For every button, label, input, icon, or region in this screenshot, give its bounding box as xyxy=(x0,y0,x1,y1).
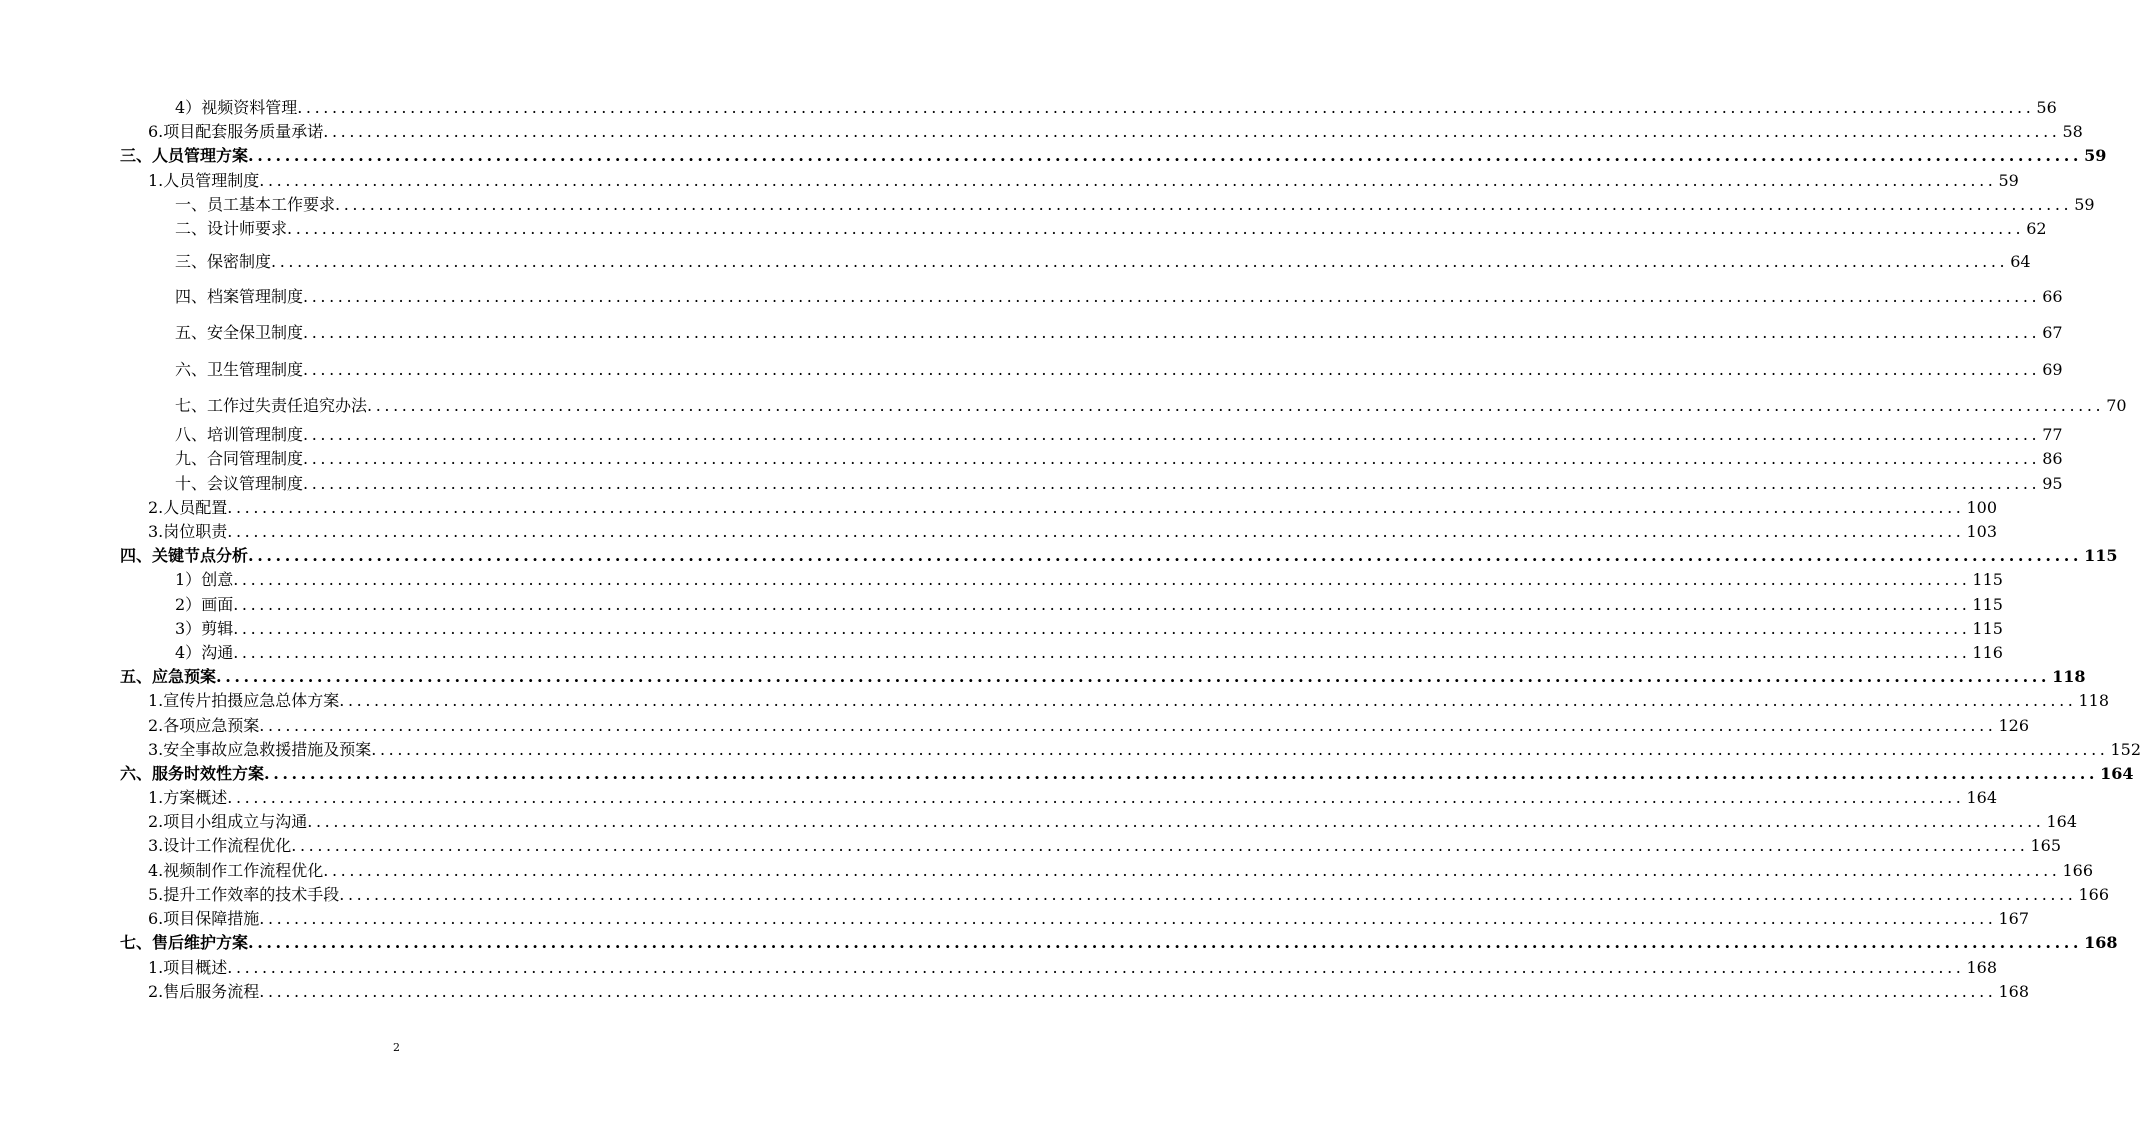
toc-dot-leader: ........................................................................................................................................................................................................ xyxy=(227,958,1965,977)
toc-page-number: 58 xyxy=(2062,122,2083,141)
toc-entry-number: 1. xyxy=(148,788,164,807)
toc-entry-title: 创意 xyxy=(201,570,234,589)
toc-dot-leader: ........................................................................................................................................................................................................ xyxy=(259,716,1997,735)
toc-entry-number: 三、 xyxy=(120,146,153,165)
toc-dot-leader: ........................................................................................................................................................................................................ xyxy=(259,982,1997,1001)
toc-dot-leader: ........................................................................................................................................................................................................ xyxy=(303,449,2041,468)
toc-entry-title: 安全事故应急救援措施及预案 xyxy=(163,740,372,759)
toc-page-number: 77 xyxy=(2042,425,2063,444)
toc-dot-leader: ........................................................................................................................................................................................................ xyxy=(307,812,2045,831)
toc-entry[interactable] xyxy=(148,980,2030,1004)
toc-entry-number: 4. xyxy=(148,861,164,880)
toc-entry-title: 八、培训管理制度 xyxy=(175,425,304,444)
toc-dot-leader: ........................................................................................................................................................................................................ xyxy=(259,909,1997,928)
toc-entry-title: 人员管理方案 xyxy=(152,146,249,165)
toc-section-heading[interactable] xyxy=(120,665,2086,689)
toc-entry-title: 七、工作过失责任追究办法 xyxy=(175,396,368,415)
toc-dot-leader: ........................................................................................................................................................................................................ xyxy=(248,933,2083,952)
toc-page-number: 67 xyxy=(2042,323,2063,342)
toc-entry-title: 提升工作效率的技术手段 xyxy=(163,885,340,904)
toc-page-number: 167 xyxy=(1998,909,2030,928)
toc-entry-title: 宣传片拍摄应急总体方案 xyxy=(163,691,340,710)
toc-entry-number: 1. xyxy=(148,958,164,977)
toc-page-number: 64 xyxy=(2010,252,2031,271)
toc-entry-title: 项目小组成立与沟通 xyxy=(163,812,308,831)
toc-dot-leader: ........................................................................................................................................................................................................ xyxy=(339,885,2077,904)
toc-entry-title: 应急预案 xyxy=(152,667,217,686)
toc-dot-leader: ........................................................................................................................................................................................................ xyxy=(371,740,2109,759)
toc-entry-title: 画面 xyxy=(201,595,234,614)
toc-entry-title: 关键节点分析 xyxy=(152,546,249,565)
toc-entry-number: 6. xyxy=(148,909,164,928)
toc-dot-leader: ........................................................................................................................................................................................................ xyxy=(335,195,2073,214)
toc-entry-number: 1. xyxy=(148,691,164,710)
toc-entry[interactable] xyxy=(175,96,2057,120)
toc-entry-title: 服务时效性方案 xyxy=(152,764,265,783)
toc-entry[interactable] xyxy=(175,568,2003,592)
toc-dot-leader: ........................................................................................................................................................................................................ xyxy=(297,98,2035,117)
toc-entry[interactable] xyxy=(175,617,2003,641)
toc-page-number: 166 xyxy=(2062,861,2094,880)
toc-dot-leader: ........................................................................................................................................................................................................ xyxy=(264,764,2099,783)
toc-dot-leader: ........................................................................................................................................................................................................ xyxy=(303,287,2041,306)
toc-entry-number: 2. xyxy=(148,716,164,735)
toc-entry-title: 售后服务流程 xyxy=(163,982,260,1001)
toc-page-number: 103 xyxy=(1966,522,1998,541)
toc-entry-number: 2） xyxy=(175,595,202,614)
toc-entry-title: 剪辑 xyxy=(201,619,234,638)
toc-entry[interactable] xyxy=(148,714,2030,738)
toc-page-number: 69 xyxy=(2042,360,2063,379)
toc-entry-number: 2. xyxy=(148,812,164,831)
toc-entry-number: 七、 xyxy=(120,933,153,952)
toc-page-number: 59 xyxy=(2084,146,2107,165)
toc-section-heading[interactable] xyxy=(120,931,2118,955)
toc-page-number: 115 xyxy=(1972,595,2003,614)
toc-entry-title: 九、合同管理制度 xyxy=(175,449,304,468)
toc-entry-title: 沟通 xyxy=(201,643,234,662)
toc-page-number: 168 xyxy=(1966,958,1998,977)
toc-entry[interactable] xyxy=(175,447,2063,471)
toc-entry[interactable] xyxy=(175,193,2095,217)
toc-page-number: 164 xyxy=(2100,764,2134,783)
toc-entry-title: 设计工作流程优化 xyxy=(163,836,292,855)
toc-entry-title: 五、安全保卫制度 xyxy=(175,323,304,342)
toc-entry[interactable] xyxy=(148,956,1998,980)
toc-entry-number: 2. xyxy=(148,982,164,1001)
toc-page-number: 116 xyxy=(1972,643,2003,662)
toc-entry-title: 六、卫生管理制度 xyxy=(175,360,304,379)
toc-entry-number: 六、 xyxy=(120,764,153,783)
toc-entry[interactable] xyxy=(148,883,2110,907)
toc-page-number: 166 xyxy=(2078,885,2110,904)
toc-entry-title: 人员管理制度 xyxy=(163,171,260,190)
toc-page-number: 100 xyxy=(1966,498,1998,517)
toc-entry-number: 四、 xyxy=(120,546,153,565)
toc-entry-title: 四、档案管理制度 xyxy=(175,287,304,306)
toc-page-number: 165 xyxy=(2030,836,2062,855)
toc-entry[interactable] xyxy=(175,593,2003,617)
toc-entry[interactable] xyxy=(148,907,2030,931)
toc-dot-leader: ........................................................................................................................................................................................................ xyxy=(323,122,2061,141)
toc-dot-leader: ........................................................................................................................................................................................................ xyxy=(233,619,1971,638)
toc-entry-number: 5. xyxy=(148,885,164,904)
toc-entry[interactable] xyxy=(175,321,2063,345)
toc-entry-title: 十、会议管理制度 xyxy=(175,474,304,493)
toc-entry[interactable] xyxy=(148,834,2062,858)
toc-dot-leader: ........................................................................................................................................................................................................ xyxy=(233,643,1971,662)
toc-dot-leader: ........................................................................................................................................................................................................ xyxy=(291,836,2029,855)
toc-dot-leader: ........................................................................................................................................................................................................ xyxy=(248,146,2083,165)
toc-entry-number: 1） xyxy=(175,570,202,589)
toc-dot-leader: ........................................................................................................................................................................................................ xyxy=(287,219,2025,238)
toc-entry[interactable] xyxy=(175,641,2003,665)
toc-entry-number: 2. xyxy=(148,498,164,517)
toc-page-number: 115 xyxy=(1972,619,2003,638)
toc-section-heading[interactable] xyxy=(120,544,2118,568)
toc-entry[interactable] xyxy=(175,250,2031,274)
toc-entry[interactable] xyxy=(148,169,2019,193)
toc-page-number: 118 xyxy=(2078,691,2110,710)
toc-entry-number: 3. xyxy=(148,522,164,541)
toc-dot-leader: ........................................................................................................................................................................................................ xyxy=(227,522,1965,541)
toc-entry-title: 三、保密制度 xyxy=(175,252,272,271)
toc-dot-leader: ........................................................................................................................................................................................................ xyxy=(227,498,1965,517)
toc-entry-title: 一、员工基本工作要求 xyxy=(175,195,336,214)
toc-entry[interactable] xyxy=(148,689,2110,713)
toc-page-number: 86 xyxy=(2042,449,2063,468)
toc-dot-leader: ........................................................................................................................................................................................................ xyxy=(259,171,1997,190)
toc-dot-leader: ........................................................................................................................................................................................................ xyxy=(227,788,1965,807)
toc-entry-title: 方案概述 xyxy=(163,788,228,807)
page-number: 2 xyxy=(393,1041,400,1054)
toc-dot-leader: ........................................................................................................................................................................................................ xyxy=(303,474,2041,493)
toc-entry-title: 项目概述 xyxy=(163,958,228,977)
toc-dot-leader: ........................................................................................................................................................................................................ xyxy=(216,667,2051,686)
toc-entry-number: 3. xyxy=(148,836,164,855)
toc-entry-number: 4） xyxy=(175,643,202,662)
toc-entry[interactable] xyxy=(175,472,2063,496)
toc-entry-number: 3） xyxy=(175,619,202,638)
toc-section-heading[interactable] xyxy=(120,144,2107,168)
toc-entry-number: 6. xyxy=(148,122,164,141)
toc-entry[interactable] xyxy=(175,423,2063,447)
toc-entry[interactable] xyxy=(148,786,1998,810)
toc-entry-number: 4） xyxy=(175,98,202,117)
toc-dot-leader: ........................................................................................................................................................................................................ xyxy=(303,360,2041,379)
toc-dot-leader: ........................................................................................................................................................................................................ xyxy=(248,546,2083,565)
toc-entry[interactable] xyxy=(175,217,2047,241)
toc-page-number: 59 xyxy=(2074,195,2095,214)
toc-entry-number: 五、 xyxy=(120,667,153,686)
toc-entry-number: 1. xyxy=(148,171,164,190)
toc-entry[interactable] xyxy=(148,738,2141,762)
toc-entry-title: 项目保障措施 xyxy=(163,909,260,928)
toc-page-number: 164 xyxy=(2046,812,2078,831)
toc-page-number: 62 xyxy=(2026,219,2047,238)
toc-dot-leader: ........................................................................................................................................................................................................ xyxy=(303,425,2041,444)
toc-entry-title: 各项应急预案 xyxy=(163,716,260,735)
toc-entry-title: 视频制作工作流程优化 xyxy=(163,861,324,880)
toc-entry-title: 二、设计师要求 xyxy=(175,219,288,238)
toc-page-number: 95 xyxy=(2042,474,2063,493)
toc-entry[interactable] xyxy=(175,285,2063,309)
toc-page-number: 152 xyxy=(2110,740,2141,759)
toc-dot-leader: ........................................................................................................................................................................................................ xyxy=(233,570,1971,589)
toc-entry[interactable] xyxy=(175,394,2127,418)
toc-page-number: 168 xyxy=(2084,933,2118,952)
toc-page-number: 115 xyxy=(2084,546,2118,565)
toc-entry[interactable] xyxy=(148,520,1998,544)
toc-page-number: 59 xyxy=(1998,171,2019,190)
toc-page-number: 118 xyxy=(2052,667,2086,686)
toc-entry-title: 售后维护方案 xyxy=(152,933,249,952)
toc-entry[interactable] xyxy=(175,358,2063,382)
toc-dot-leader: ........................................................................................................................................................................................................ xyxy=(323,861,2061,880)
toc-dot-leader: ........................................................................................................................................................................................................ xyxy=(339,691,2077,710)
toc-entry[interactable] xyxy=(148,496,1998,520)
toc-entry[interactable] xyxy=(148,120,2083,144)
toc-page-number: 70 xyxy=(2106,396,2127,415)
toc-page-number: 66 xyxy=(2042,287,2063,306)
toc-entry[interactable] xyxy=(148,859,2094,883)
toc-dot-leader: ........................................................................................................................................................................................................ xyxy=(233,595,1971,614)
toc-entry-number: 3. xyxy=(148,740,164,759)
toc-dot-leader: ........................................................................................................................................................................................................ xyxy=(303,323,2041,342)
toc-dot-leader: ........................................................................................................................................................................................................ xyxy=(271,252,2009,271)
toc-entry-title: 人员配置 xyxy=(163,498,228,517)
toc-entry[interactable] xyxy=(148,810,2078,834)
toc-page-number: 56 xyxy=(2036,98,2057,117)
toc-page-number: 168 xyxy=(1998,982,2030,1001)
toc-dot-leader: ........................................................................................................................................................................................................ xyxy=(367,396,2105,415)
toc-entry-title: 项目配套服务质量承诺 xyxy=(163,122,324,141)
toc-page-number: 115 xyxy=(1972,570,2003,589)
toc-section-heading[interactable] xyxy=(120,762,2134,786)
toc-page-number: 126 xyxy=(1998,716,2030,735)
toc-entry-title: 岗位职责 xyxy=(163,522,228,541)
toc-entry-title: 视频资料管理 xyxy=(201,98,298,117)
toc-page-number: 164 xyxy=(1966,788,1998,807)
